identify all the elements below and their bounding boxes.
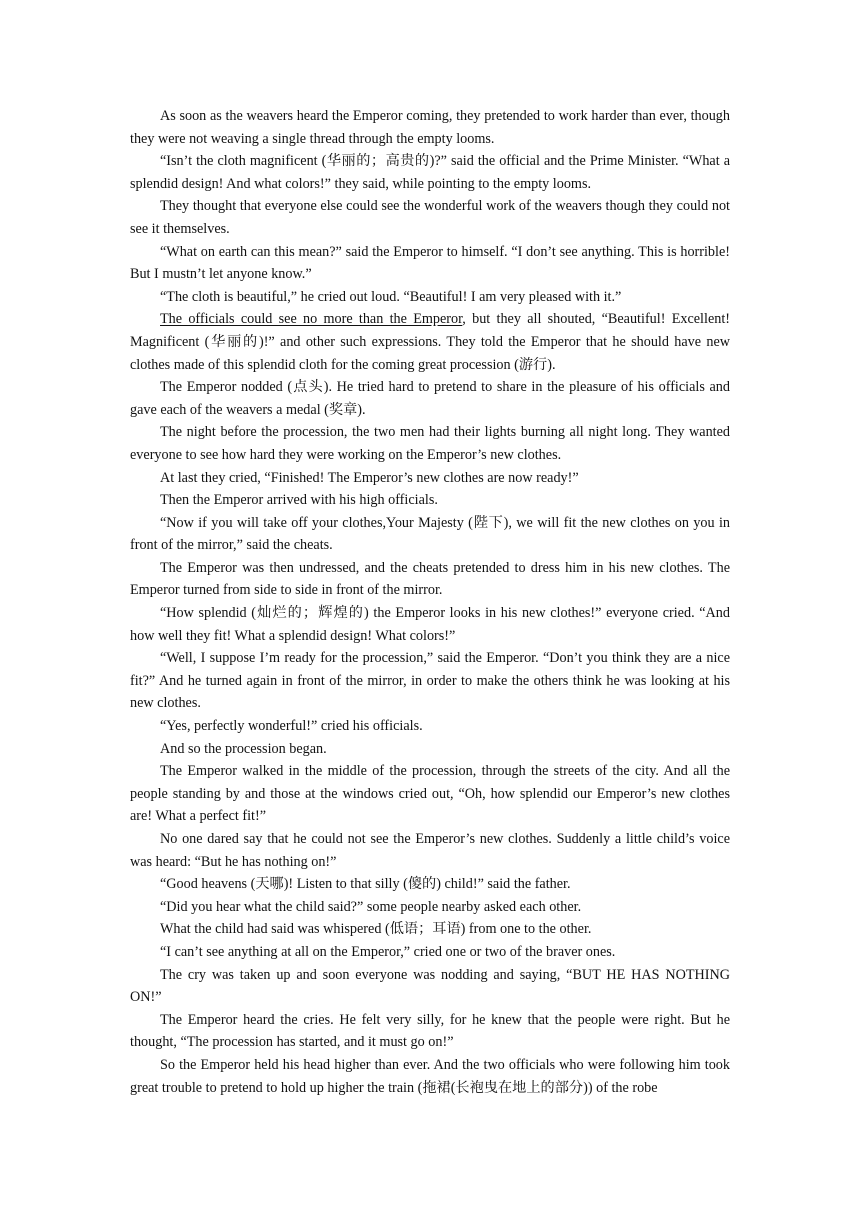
paragraph-23: The cry was taken up and soon everyone was nodding and saying, “BUT HE HAS NOTHING ON!” [130, 966, 730, 1006]
paragraph-17: The Emperor walked in the middle of the procession, through the streets of the city. And all the people standing by and those at the windows cried out, “Oh, how splendid our Emperor’s new clothes are! What a perfect fit!” [130, 763, 730, 825]
paragraph-10: Then the Emperor arrived with his high officials. [160, 492, 438, 509]
paragraph-7: The Emperor nodded (点头). He tried hard to pretend to share in the pleasure of his officials and gave each of the weavers a medal (奖章). [130, 379, 730, 418]
paragraph-11: “Now if you will take off your clothes,Your Majesty (陛下), we will fit the new clothes on you in front of the mirror,” said the cheats. [130, 514, 730, 554]
paragraph-3: They thought that everyone else could see the wonderful work of the weavers though they could not see it themselves. [130, 198, 730, 237]
paragraph-21: What the child had said was whispered (低语；耳语) from one to the other. [160, 921, 592, 938]
paragraph-16: And so the procession began. [160, 740, 327, 757]
paragraph-18: No one dared say that he could not see the Emperor’s new clothes. Suddenly a little child’s voice was heard: “But he has nothing on!” [130, 831, 730, 870]
paragraph-15: “Yes, perfectly wonderful!” cried his officials. [160, 718, 423, 735]
paragraph-2: “Isn’t the cloth magnificent (华丽的；高贵的)?” said the official and the Prime Minister. “What a splendid design! And what colors!” they said, while pointing to the empty looms. [130, 153, 730, 192]
paragraph-19: “Good heavens (天哪)! Listen to that silly (傻的) child!” said the father. [160, 876, 571, 893]
paragraph-5: “The cloth is beautiful,” he cried out loud. “Beautiful! I am very pleased with it.” [160, 288, 622, 305]
paragraph-12: The Emperor was then undressed, and the cheats pretended to dress him in his new clothes. The Emperor turned from side to side in front of the mirror. [130, 559, 730, 599]
paragraph-6-rest: , but they all shouted, “Beautiful! Excellent! Magnificent (华丽的)!” and other such expressions. They told the Emperor that he should have new clothes made of this splendid cloth for the coming great procession (游行). [130, 311, 730, 373]
paragraph-1: As soon as the weavers heard the Emperor coming, they pretended to work harder than ever, though they were not weaving a single thread through the empty looms. [130, 108, 730, 147]
underlined-sentence: The officials could see no more than the Emperor [160, 311, 463, 328]
paragraph-20: “Did you hear what the child said?” some people nearby asked each other. [160, 898, 582, 915]
paragraph-9: At last they cried, “Finished! The Emperor’s new clothes are now ready!” [160, 469, 579, 486]
paragraph-22: “I can’t see anything at all on the Emperor,” cried one or two of the braver ones. [160, 943, 616, 960]
paragraph-25: So the Emperor held his head higher than ever. And the two officials who were following him took great trouble to pretend to hold up higher the train (拖裙(长袍曳在地上的部分)) of the robe [130, 1056, 730, 1096]
paragraph-4: “What on earth can this mean?” said the Emperor to himself. “I don’t see anything. This is horrible! But I mustn’t let anyone know.” [130, 243, 730, 283]
paragraph-14: “Well, I suppose I’m ready for the procession,” said the Emperor. “Don’t you think they are a nice fit?” And he turned again in front of the mirror, in order to make the others think he was looking at his new clothes. [130, 650, 730, 712]
story-text [130, 105, 730, 1099]
paragraph-6 [130, 308, 730, 376]
paragraph-13: “How splendid (灿烂的；辉煌的) the Emperor looks in his new clothes!” everyone cried. “And how well they fit! What a splendid design! What colors!” [130, 605, 730, 644]
paragraph-24: The Emperor heard the cries. He felt very silly, for he knew that the people were right. But he thought, “The procession has started, and it must go on!” [130, 1011, 730, 1051]
paragraph-8: The night before the procession, the two men had their lights burning all night long. They wanted everyone to see how hard they were working on the Emperor’s new clothes. [130, 424, 730, 463]
